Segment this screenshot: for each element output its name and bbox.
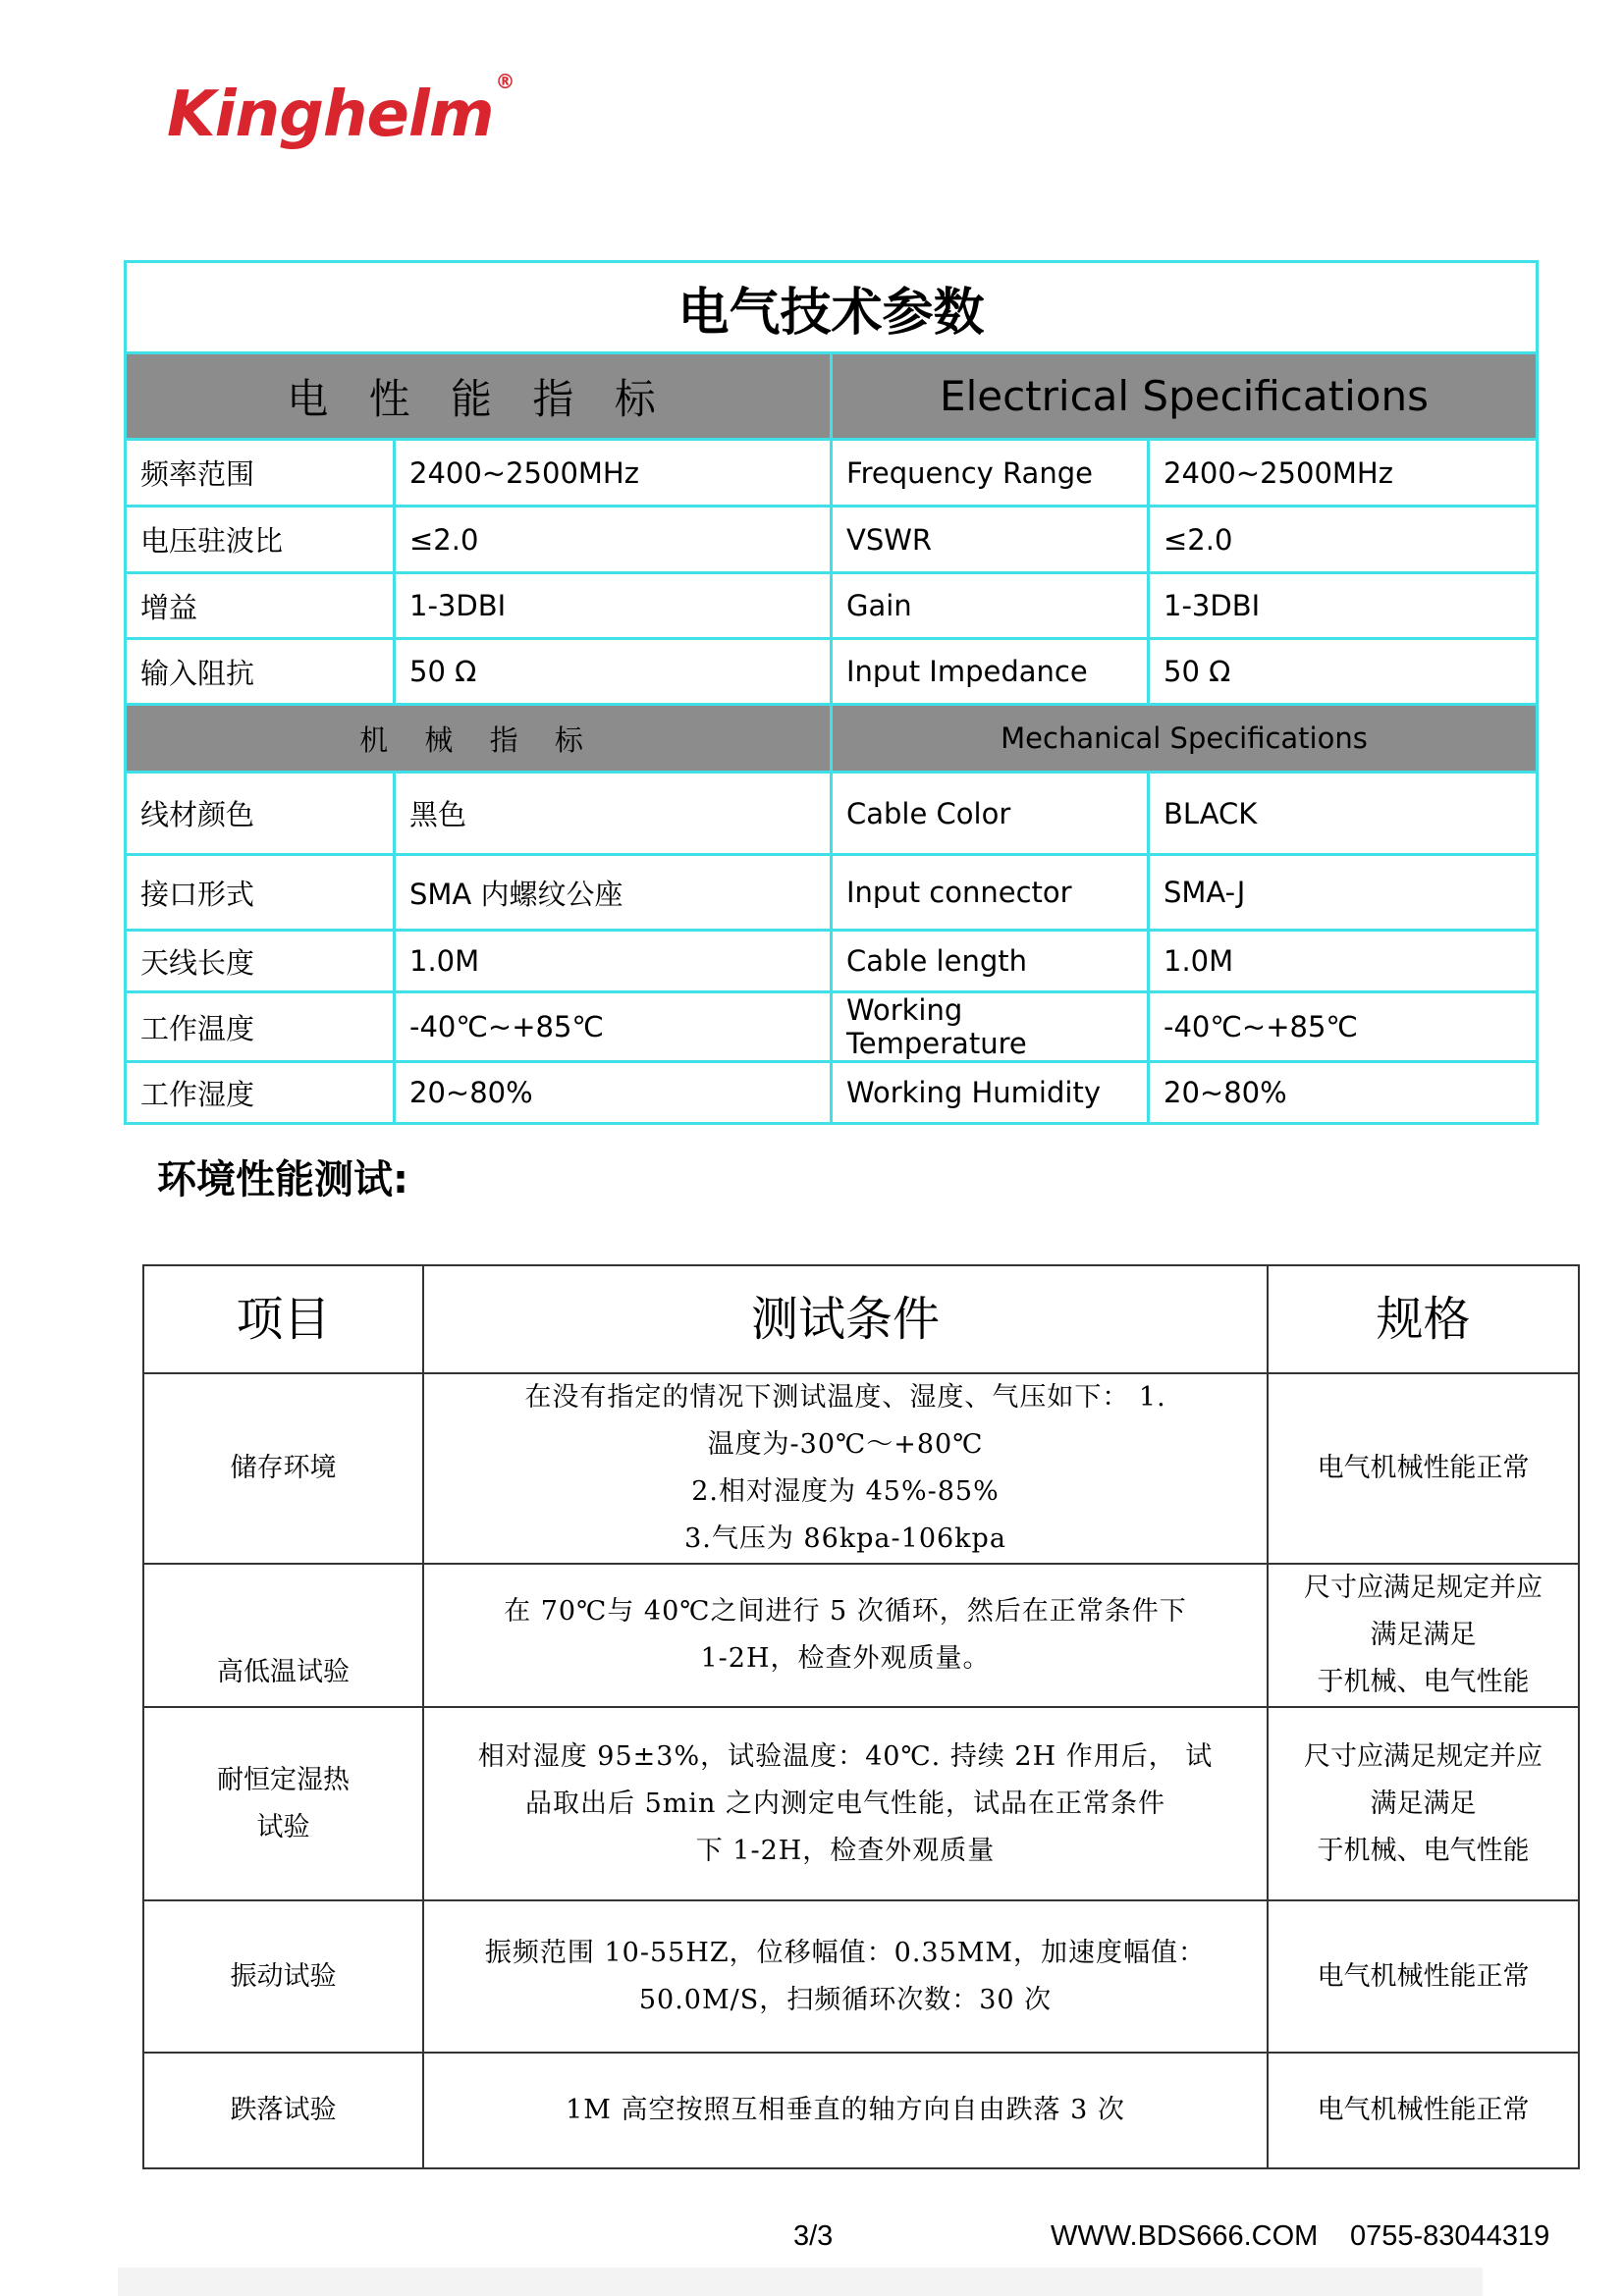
en-label: Input connector [832,855,1149,931]
cn-value: ≤2.0 [395,507,832,573]
mechanical-header-cn: 机 械 指 标 [126,705,832,773]
cn-value: -40℃~+85℃ [395,992,832,1062]
item-cell: 振动试验 [143,1900,423,2053]
table-row [126,573,1538,639]
electrical-spec-table [124,260,1539,1125]
table-row [126,1062,1538,1124]
en-value: BLACK [1149,773,1538,855]
spec-cell: 电气机械性能正常 [1268,1900,1579,2053]
header-item: 项目 [143,1265,423,1373]
electrical-header-en: Electrical Specifications [832,353,1538,440]
page-number: 3/3 [793,2220,834,2252]
cn-label: 工作湿度 [126,1062,395,1124]
mechanical-header-en: Mechanical Specifications [832,705,1538,773]
en-value: 2400~2500MHz [1149,440,1538,507]
en-label: Working Humidity [832,1062,1149,1124]
item-cell: 高低温试验 [143,1564,423,1707]
condition-cell: 振频范围 10-55HZ，位移幅值：0.35MM，加速度幅值： 50.0M/S，扫频循环次数：30 次 [423,1900,1268,2053]
spec-cell: 电气机械性能正常 [1268,2053,1579,2168]
en-label: Input Impedance [832,639,1149,705]
env-section-title: 环境性能测试: [157,1157,408,1202]
en-value: 20~80% [1149,1062,1538,1124]
website-link[interactable]: WWW.BDS666.COM [1051,2220,1319,2252]
cn-label: 输入阻抗 [126,639,395,705]
en-value: 50 Ω [1149,639,1538,705]
electrical-header-cn: 电 性 能 指 标 [126,353,832,440]
condition-cell: 相对湿度 95±3%，试验温度：40℃. 持续 2H 作用后， 试 品取出后 5min 之内测定电气性能，试品在正常条件 下 1-2H，检查外观质量 [423,1707,1268,1900]
table-row [143,1373,1579,1564]
logo-brand: Kinghelm [167,79,494,151]
table-row [126,773,1538,855]
cn-label: 天线长度 [126,931,395,992]
table-row [143,1707,1579,1900]
en-value: 1.0M [1149,931,1538,992]
en-label: Frequency Range [832,440,1149,507]
table-row [126,507,1538,573]
header-spec: 规格 [1268,1265,1579,1373]
environmental-test-table [142,1264,1580,2169]
cn-label: 电压驻波比 [126,507,395,573]
cn-label: 增益 [126,573,395,639]
kinghelm-logo [167,69,514,151]
cn-value: SMA 内螺纹公座 [395,855,832,931]
en-value: -40℃~+85℃ [1149,992,1538,1062]
footer-bar [118,2268,1483,2296]
table-row [126,992,1538,1062]
cn-value: 黑色 [395,773,832,855]
en-label: VSWR [832,507,1149,573]
cn-value: 1-3DBI [395,573,832,639]
phone-number: 0755-83044319 [1350,2220,1550,2252]
condition-cell: 在没有指定的情况下测试温度、湿度、气压如下： 1. 温度为-30℃～+80℃ 2.相对湿度为 45%-85% 3.气压为 86kpa-106kpa [423,1373,1268,1564]
cn-label: 频率范围 [126,440,395,507]
en-value: SMA-J [1149,855,1538,931]
en-value: ≤2.0 [1149,507,1538,573]
spec-cell: 尺寸应满足规定并应 满足满足 于机械、电气性能 [1268,1707,1579,1900]
en-label: Working Temperature [832,992,1149,1062]
en-label: Cable Color [832,773,1149,855]
cn-label: 接口形式 [126,855,395,931]
cn-value: 2400~2500MHz [395,440,832,507]
table-row [126,639,1538,705]
header-condition: 测试条件 [423,1265,1268,1373]
cn-value: 1.0M [395,931,832,992]
cn-label: 工作温度 [126,992,395,1062]
table-row [126,931,1538,992]
table-row [143,1564,1579,1707]
registered-mark: ® [495,69,514,93]
spec-cell: 电气机械性能正常 [1268,1373,1579,1564]
item-cell: 跌落试验 [143,2053,423,2168]
table-row [126,855,1538,931]
en-value: 1-3DBI [1149,573,1538,639]
table-row [126,440,1538,507]
cn-label: 线材颜色 [126,773,395,855]
item-cell: 耐恒定湿热 试验 [143,1707,423,1900]
item-cell: 储存环境 [143,1373,423,1564]
cn-value: 20~80% [395,1062,832,1124]
condition-cell: 1M 高空按照互相垂直的轴方向自由跌落 3 次 [423,2053,1268,2168]
cn-value: 50 Ω [395,639,832,705]
condition-cell: 在 70℃与 40℃之间进行 5 次循环，然后在正常条件下 1-2H，检查外观质量。 [423,1564,1268,1707]
table-row [143,2053,1579,2168]
spec-cell: 尺寸应满足规定并应 满足满足 于机械、电气性能 [1268,1564,1579,1707]
en-label: Gain [832,573,1149,639]
spec-table-title: 电气技术参数 [126,262,1538,353]
table-row [143,1900,1579,2053]
en-label: Cable length [832,931,1149,992]
